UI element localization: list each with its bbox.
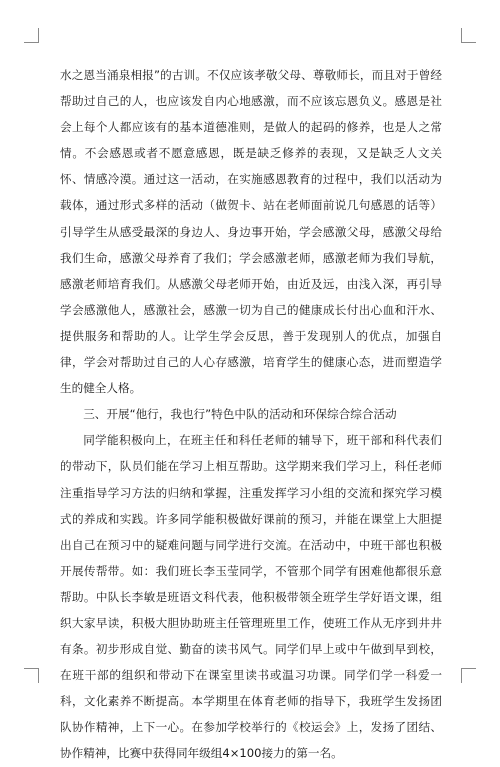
section-heading-3: 三、开展“他行，我也行”特色中队的活动和环保综合综合活动 (83, 407, 397, 422)
paragraph-gratitude-education: 水之恩当涌泉相报”的古训。不仅应该孝敬父母、尊敬师长，而且对于曾经帮助过自己的人，也应该发自内心地感激，而不应该忘恩负义。感恩是社会上每个人都应该有的基本道德准则，是做人的起码的修养，也是人之常情。不会感恩或者不愿意感恩，既是缺乏修养的表现，又是缺乏人文关怀、情感冷漠。通过这一活动，在实施感恩教育的过程中，我们以活动为载体，通过形式多样的活动（做贺卡、站在老师面前说几句感恩的话等）引导学生从感受最深的身边人、身边事开始，学会感激父母，感激父母给我们生命，感激父母养育了我们；学会感激老师，感激老师为我们导航，感激老师培育我们。从感激父母老师开始，由近及远，由浅入深，再引导学会感激他人，感激社会，感激一切为自己的健康成长付出心血和汗水、提供服务和帮助的人。让学生学会反思，善于发现别人的优点，加强自律，学会对帮助过自己的人心存感激，培育学生的健康心态，进而塑造学生的健全人格。 (60, 68, 442, 396)
crop-mark-top-right (461, 28, 476, 43)
crop-mark-bottom-right (461, 668, 476, 683)
document-body (60, 62, 442, 767)
paragraph-class-activities: 同学能积极向上，在班主任和科任老师的辅导下，班干部和科代表们的带动下，队员们能在学习上相互帮助。这学期来我们学习上，科任老师注重指导学习方法的归纳和掌握，注重发挥学习小组的交流和探究学习模式的养成和实践。许多同学能积极做好课前的预习，并能在课堂上大胆提出自己在预习中的疑难问题与同学进行交流。在活动中，中班干部也积极开展传帮带。如：我们班长李玉莹同学，不管那个同学有困难他都很乐意帮助。中队长李敏是班语文科代表，他积极带领全班学生学好语文课，组织大家早读，积极大胆协助班主任管理班里工作，使班工作从无序到井井有条。初步形成自觉、勤奋的读书风气。同学们早上或中午做到早到校，在班干部的组织和带动下在课室里读书或温习功课。同学们学一科爱一科，文化素养不断提高。本学期里在体育老师的指导下，我班学生发扬团队协作精神，上下一心。在参加学校举行的《校运会》上，发扬了团结、协作精神，比赛中获得同年级组4×100接力的第一名。 (60, 433, 442, 761)
crop-mark-bottom-left (24, 668, 39, 683)
crop-mark-top-left (24, 28, 39, 43)
